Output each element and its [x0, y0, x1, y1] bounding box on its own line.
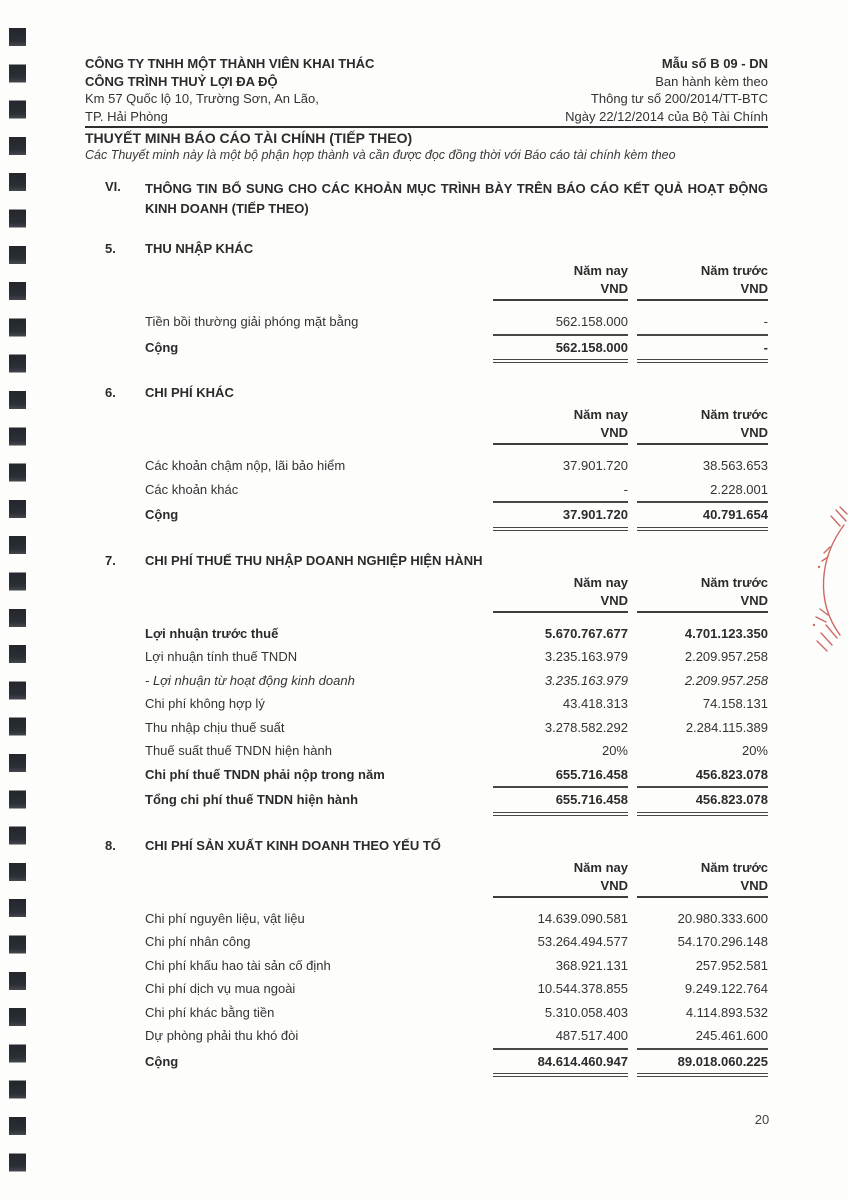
value-prior-year: 40.791.654 — [637, 501, 768, 531]
col-header-prior-year: Năm trước — [700, 859, 768, 875]
unit-label-current: VND — [493, 280, 628, 301]
row-label: Các khoản chậm nộp, lãi bảo hiểm — [145, 458, 346, 473]
value-prior-year: 4.701.123.350 — [684, 625, 768, 641]
value-current-year: 20% — [601, 743, 628, 758]
row-label: Tổng chi phí thuế TNDN hiện hành — [145, 792, 359, 807]
value-prior-year: 74.158.131 — [702, 696, 768, 711]
col-header-current-year: Năm nay — [573, 407, 628, 422]
form-reference-line: Ban hành kèm theo — [655, 73, 768, 89]
row-label: - Lợi nhuận từ hoạt động kinh doanh — [145, 672, 355, 688]
col-header-current-year: Năm nay — [573, 859, 628, 875]
value-prior-year: 2.209.957.258 — [684, 672, 768, 688]
form-reference-line: Thông tư số 200/2014/TT-BTC — [590, 91, 768, 106]
section-heading — [105, 241, 768, 256]
value-prior-year: 89.018.060.225 — [637, 1048, 768, 1078]
value-prior-year: 2.209.957.258 — [684, 649, 768, 664]
report-section — [85, 838, 768, 1078]
value-prior-year: - — [763, 314, 768, 329]
table-row — [145, 907, 768, 931]
row-label: Thuế suất thuế TNDN hiện hành — [145, 743, 332, 758]
section-heading — [105, 553, 768, 568]
section-number: 7. — [105, 552, 116, 568]
section-vi-number: VI. — [105, 179, 121, 194]
row-label: Cộng — [145, 1053, 179, 1069]
section-table — [145, 574, 768, 816]
value-current-year: 10.544.378.855 — [537, 981, 628, 996]
value-current-year: 3.278.582.292 — [544, 719, 628, 735]
document-title: THUYẾT MINH BÁO CÁO TÀI CHÍNH (TIẾP THEO) — [85, 130, 413, 146]
unit-label-current: VND — [493, 877, 628, 898]
value-current-year: 53.264.494.577 — [537, 934, 628, 949]
unit-label-current: VND — [493, 592, 628, 613]
table-row — [145, 1001, 768, 1025]
page-number: 20 — [754, 1112, 770, 1127]
value-prior-year: 4.114.893.532 — [685, 1004, 768, 1020]
red-pen-mark — [800, 505, 848, 655]
table-row — [145, 1048, 768, 1078]
value-current-year: 562.158.000 — [555, 314, 628, 329]
section-heading — [105, 385, 768, 400]
value-current-year: 655.716.458 — [555, 766, 628, 782]
row-label: Cộng — [145, 507, 179, 522]
section-number: 6. — [105, 385, 116, 400]
row-label: Chi phí không hợp lý — [145, 696, 265, 711]
row-label: Chi phí khác bằng tiền — [145, 1004, 275, 1020]
row-label: Các khoản khác — [145, 481, 239, 497]
value-current-year: 3.235.163.979 — [544, 649, 628, 664]
table-row — [145, 310, 768, 334]
value-prior-year: 38.563.653 — [702, 458, 768, 473]
table-row — [145, 716, 768, 740]
report-section — [85, 241, 768, 363]
value-current-year: 5.670.767.677 — [544, 625, 628, 641]
row-label: Chi phí dịch vụ mua ngoài — [145, 981, 296, 996]
value-prior-year: 245.461.600 — [695, 1028, 768, 1043]
value-current-year: 3.235.163.979 — [544, 672, 628, 688]
binding-holes — [9, 28, 26, 1180]
row-label: Chi phí thuế TNDN phải nộp trong năm — [145, 766, 385, 782]
table-row — [145, 669, 768, 693]
col-header-prior-year: Năm trước — [700, 574, 768, 590]
document-page — [85, 55, 768, 1077]
table-unit-row — [145, 424, 768, 445]
row-label: Lợi nhuận trước thuế — [145, 625, 279, 641]
value-current-year: 487.517.400 — [555, 1028, 628, 1043]
section-title: CHI PHÍ SẢN XUẤT KINH DOANH THEO YẾU TỐ — [145, 837, 441, 853]
table-row — [145, 930, 768, 954]
table-row — [145, 1024, 768, 1048]
value-current-year: 84.614.460.947 — [493, 1048, 628, 1078]
value-prior-year: 456.823.078 — [637, 786, 768, 816]
row-label: Lợi nhuận tính thuế TNDN — [145, 649, 298, 664]
col-header-prior-year: Năm trước — [700, 263, 768, 278]
col-header-prior-year: Năm trước — [700, 407, 768, 422]
value-prior-year: 20.980.333.600 — [677, 910, 768, 926]
company-address-line: CÔNG TY TNHH MỘT THÀNH VIÊN KHAI THÁC — [85, 56, 375, 71]
document-header — [85, 55, 768, 128]
value-current-year: 43.418.313 — [562, 696, 628, 711]
form-reference-line: Ngày 22/12/2014 của Bộ Tài Chính — [565, 108, 768, 124]
section-vi-heading — [85, 179, 768, 219]
unit-label-current: VND — [493, 424, 628, 445]
table-row — [145, 454, 768, 478]
company-address-line: Km 57 Quốc lộ 10, Trường Sơn, An Lão, — [85, 91, 319, 106]
value-prior-year: 257.952.581 — [695, 957, 768, 973]
unit-label-prior: VND — [637, 424, 768, 445]
section-heading — [105, 838, 768, 853]
value-current-year: - — [623, 481, 628, 497]
col-header-current-year: Năm nay — [573, 574, 628, 590]
unit-label-prior: VND — [637, 592, 768, 613]
value-current-year: 368.921.131 — [555, 957, 628, 973]
report-section — [85, 553, 768, 816]
company-address-line: CÔNG TRÌNH THUỶ LỢI ĐA ĐỘ — [85, 73, 278, 89]
section-title: CHI PHÍ KHÁC — [145, 385, 234, 400]
value-prior-year: 54.170.296.148 — [677, 934, 768, 949]
section-title: THU NHẬP KHÁC — [145, 241, 254, 256]
table-row — [145, 739, 768, 763]
table-row — [145, 501, 768, 531]
table-unit-row — [145, 877, 768, 898]
table-row — [145, 786, 768, 816]
value-current-year: 14.639.090.581 — [537, 910, 628, 926]
company-address-line: TP. Hải Phòng — [85, 108, 168, 124]
table-column-headers — [145, 574, 768, 592]
table-row — [145, 977, 768, 1001]
value-prior-year: 2.228.001 — [710, 481, 768, 497]
table-row — [145, 622, 768, 646]
row-label: Chi phí khấu hao tài sản cố định — [145, 957, 331, 973]
section-number: 8. — [105, 837, 116, 853]
table-column-headers — [145, 406, 768, 424]
value-prior-year: 9.249.122.764 — [684, 981, 768, 996]
section-table — [145, 406, 768, 531]
table-unit-row — [145, 592, 768, 613]
value-prior-year: - — [637, 334, 768, 364]
unit-label-prior: VND — [637, 877, 768, 898]
section-number: 5. — [105, 241, 116, 256]
row-label: Tiền bồi thường giải phóng mặt bằng — [145, 314, 359, 329]
table-unit-row — [145, 280, 768, 301]
document-subtitle: Các Thuyết minh này là một bộ phận hợp thành và cần được đọc đồng thời với Báo cáo tài chính kèm theo — [85, 148, 676, 162]
row-label: Cộng — [145, 339, 179, 355]
form-reference-block — [565, 55, 768, 125]
row-label: Chi phí nhân công — [145, 934, 251, 949]
value-prior-year: 20% — [741, 743, 768, 758]
table-row — [145, 334, 768, 364]
table-row — [145, 692, 768, 716]
form-reference-line: Mẫu số B 09 - DN — [661, 56, 768, 71]
row-label: Dự phòng phải thu khó đòi — [145, 1028, 299, 1043]
value-current-year: 37.901.720 — [562, 458, 628, 473]
section-vi-title: THÔNG TIN BỔ SUNG CHO CÁC KHOẢN MỤC TRÌNH BÀY TRÊN BÁO CÁO KẾT QUẢ HOẠT ĐỘNG KINH DOANH (TIẾP THEO) — [145, 181, 768, 216]
value-current-year: 655.716.458 — [493, 786, 628, 816]
company-address-block — [85, 55, 374, 125]
table-column-headers — [145, 859, 768, 877]
section-table — [145, 262, 768, 363]
section-title: CHI PHÍ THUẾ THU NHẬP DOANH NGHIỆP HIỆN HÀNH — [145, 552, 483, 568]
col-header-current-year: Năm nay — [573, 263, 628, 278]
row-label: Thu nhập chịu thuế suất — [145, 719, 285, 735]
table-row — [145, 954, 768, 978]
value-prior-year: 456.823.078 — [695, 766, 768, 782]
table-row — [145, 645, 768, 669]
unit-label-prior: VND — [637, 280, 768, 301]
row-label: Chi phí nguyên liệu, vật liệu — [145, 910, 305, 926]
section-table — [145, 859, 768, 1078]
value-prior-year: 2.284.115.389 — [685, 719, 768, 735]
value-current-year: 5.310.058.403 — [544, 1004, 628, 1020]
table-column-headers — [145, 262, 768, 280]
report-section — [85, 385, 768, 531]
value-current-year: 562.158.000 — [493, 334, 628, 364]
table-row — [145, 478, 768, 502]
value-current-year: 37.901.720 — [493, 501, 628, 531]
table-row — [145, 763, 768, 787]
